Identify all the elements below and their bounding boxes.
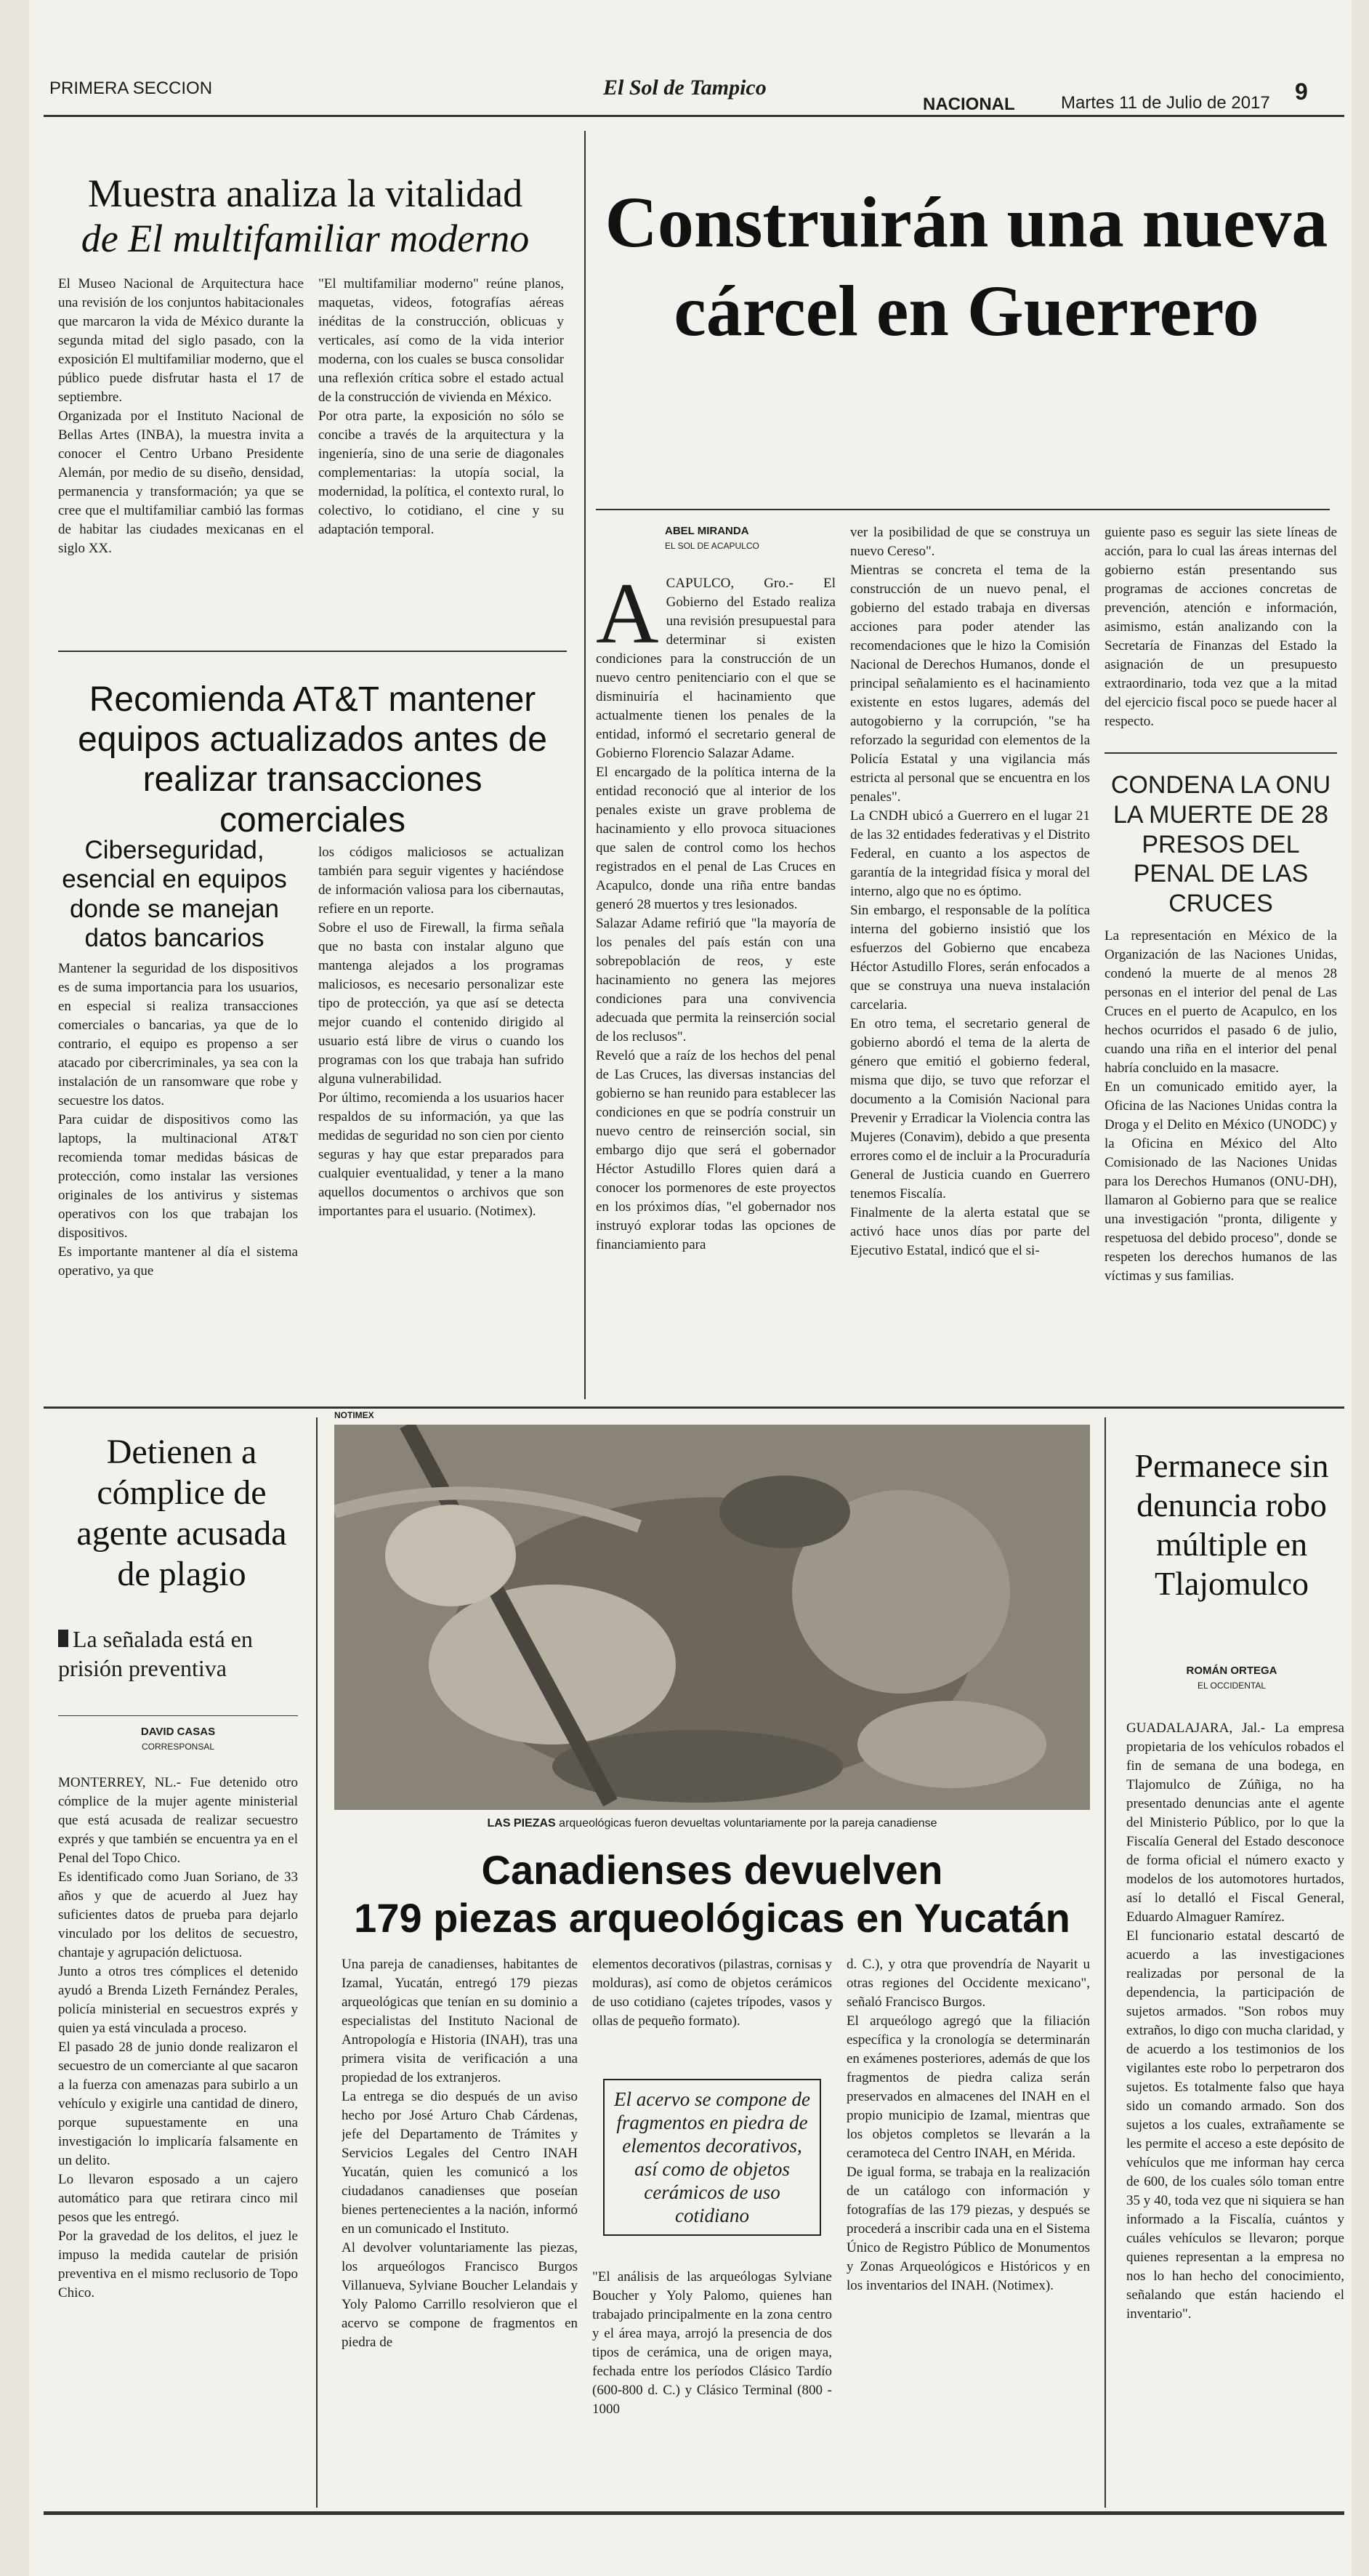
- yucatan-headline-line1: Canadienses devuelven: [481, 1847, 943, 1893]
- att-col1: [58, 959, 298, 1381]
- yucatan-col2b-text: "El análisis de las arqueólogas Sylviane Boucher y Yoly Palomo, quienes han trabajado principalmente en la zona centro y el área maya, arrojó la presencia de dos tipos de cerámica, una de origen maya, fechada entre los períodos Clásico Tardío (600-800 d. C.) y Clásico Terminal (800 - 1000: [592, 2269, 832, 2417]
- section-label: PRIMERA SECCION: [49, 79, 213, 98]
- plagio-text-body: MONTERREY, NL.- Fue detenido otro cómplice de la mujer agente ministerial que está acusada de realizar secuestro exprés y que también se encuentra ya en el Penal del Topo Chico. Es identificado como Juan Soriano, de 33 años y que de acuerdo al Juez hay suficientes datos de prueba para dejarlo vinculado por los delitos de secuestro, chantaje y agrupación delictuosa. Junto a otros tres cómplices el detenido ayudó a Brenda Lizeth Fernández Perales, policía ministerial en secuestros exprés y quien ya está vinculada a proceso. El pasado 28 de junio donde realizaron el secuestro de un comerciante al que sacaron a la fuerza con amenazas para subirlo a un vehículo y exigirle una cantidad de dinero, porque supuestamente en una investigación lo implicaría falsamente en un delito. Lo llevaron esposado a un cajero automático para que retirara cinco mil pesos que les entregó. Por la gravedad de los delitos, el juez le impuso la medida cautelar de prisión preventiva en el mismo reclusorio de Topo Chico.: [58, 1775, 298, 2301]
- yucatan-col2a: [592, 1955, 832, 2050]
- yucatan-col1: [342, 1955, 578, 2493]
- att-col2: [318, 843, 564, 1381]
- att-headline: Recomienda AT&T mantener equipos actualizados antes de realizar transacciones comerciales: [78, 680, 547, 840]
- museo-col1: [58, 275, 304, 638]
- column-rule-bottom-left: [316, 1417, 318, 2508]
- plagio-credit: CORRESPONSAL: [141, 1742, 215, 1752]
- tlajomulco-headline: Permanece sin denuncia robo múltiple en Tlajomulco: [1134, 1447, 1329, 1602]
- carcel-byline: ABEL MIRANDA: [665, 525, 749, 537]
- att-subhead: Ciberseguridad, esencial en equipos donde se manejan datos bancarios: [62, 836, 287, 952]
- carcel-col1-text: CAPULCO, Gro.- El Gobierno del Estado realiza una revisión presupuestal para determinar si existen condiciones para la construcción de un nuevo centro penitenciario con el que se disminuiría el hacinamiento que actualmente tienen los penales de la entidad, informó el secretario general de Gobierno Florencio Salazar Adame. El encargado de la política interna de la entidad reconoció que al interior de los penales existe un grave problema de hacinamiento y ello provoca situaciones que salen de control como los hechos registrados en el penal de Las Cruces en Acapulco, donde una riña entre bandas generó 28 muertos y tres lesionados. Salazar Adame refirió que "la mayoría de los penales del país están con una sobrepoblación de reos, y este hacinamiento no genera las mejores condiciones para una convivencia adecuada que permita la reinserción social de los reclusos". Reveló que a raíz de los hechos del penal de Las Cruces, las diversas instancias del gobierno se han reunido para establecer las condiciones en que se podría construir un nuevo centro de reinserción social, sin embargo dijo que será el gobernador Héctor Astudillo Flores quien dará a conocer los pormenores de este proyectos en los próximos días, "el gobernador nos instruyó explorar todas las opciones de financiamiento para: [596, 576, 836, 1252]
- column-rule-left: [584, 131, 586, 1399]
- onu-headline: CONDENA LA ONU LA MUERTE DE 28 PRESOS DEL PENAL DE LAS CRUCES: [1110, 771, 1331, 918]
- plagio-subhead-text: La señalada está en prisión preventiva: [58, 1626, 253, 1681]
- plagio-subhead-marker: [58, 1630, 68, 1647]
- photo-drawing: [334, 1425, 1090, 1810]
- footer-rule: [44, 2511, 1344, 2515]
- tlajomulco-text-body: GUADALAJARA, Jal.- La empresa propietaria de los vehículos robados el fin de semana de una bodega, en Tlajomulco de Zúñiga, no ha presentado denuncias ante el agente del Ministerio Público, por lo que la Fiscalía General del Estado desconoce de forma oficial el número exacto y modelos de los automotores hurtados, así lo detalló el Fiscal General, Eduardo Almaguer Ramírez. El funcionario estatal descartó de acuerdo a las investigaciones realizadas por personal de la dependencia, la participación de sujetos armados. "Son robos muy extraños, lo digo con mucha claridad, y de acuerdo a los testimonios de los vigilantes este robo lo perpetraron dos sujetos. Es totalmente falso que haya sido un comando armado. Son dos sujetos a los cuales, extrañamente se les permite el acceso a este depósito de vehículos que me informan hay cerca de 600, de los cuales sólo toman entre 35 y 40, toda vez que ni siquiera se han informado a la Fiscalía, cuántos y cuáles vehículos se llevaron; porque quienes representan a la empresa no nos lo han hecho del conocimiento, señalando que están haciendo el inventario".: [1126, 1720, 1344, 2322]
- yucatan-pull-quote: El acervo se compone de fragmentos en piedra de elementos decorativos, así como de objetos cerámicos de uso cotidiano: [603, 2079, 821, 2236]
- yucatan-col1-text: Una pareja de canadienses, habitantes de Izamal, Yucatán, entregó 179 piezas arqueológicas que tenían en su dominio a especialistas del Instituto Nacional de Antropología e Historia (INAH), tras una primera visita de verificación a una propiedad de los extranjeros. La entrega se dio después de un aviso hecho por José Arturo Chab Cárdenas, jefe del Departamento de Trámites y Servicios Legales del Centro INAH Yucatán, quien les comunicó a los ciudadanos canadienses que poseían bienes pertenecientes a la nación, informó en un comunicado el Instituto. Al devolver voluntariamente las piezas, los arqueólogos Francisco Burgos Villanueva, Sylviane Boucher Lelandais y Yoly Palomo Carrillo resolvieron que el acervo se compone de fragmentos en piedra de: [342, 1957, 578, 2350]
- museo-headline-line1: Muestra analiza la vitalidad: [87, 172, 523, 215]
- yucatan-photo-credit: NOTIMEX: [334, 1410, 374, 1420]
- carcel-col3: [1105, 523, 1337, 741]
- archaeological-pieces-photo: [334, 1425, 1090, 1810]
- onu-rule: [1105, 752, 1337, 754]
- yucatan-headline: [334, 1846, 1090, 1942]
- yucatan-col3-text: d. C.), y otra que provendría de Nayarit u otras regiones del Occidente mexicano", señaló Francisco Burgos. El arqueólogo agregó que la filiación específica y la cronología se determinarán en exámenes posteriores, además de que los fragmentos de piedra caliza serán preservados en almacenes del INAH en el propio municipio de Izamal, mientras que los objetos completos se llevarán a la ceramoteca del Centro INAH, en Mérida. De igual forma, se trabaja en la realización de un catálogo con información y fotografías de las 179 piezas, y después se procederá a inscribir cada una en el Sistema Único de Registro Público de Monumentos y Zonas Arqueológicos e Históricos y en los inventarios del INAH. (Notimex).: [847, 1957, 1090, 2293]
- onu-text-body: La representación en México de la Organización de las Naciones Unidas, condenó la muerte de al menos 28 personas en el interior del penal de Las Cruces en el puerto de Acapulco, en los hechos ocurridos el pasado 6 de julio, cuando una riña en el interior del penal habría concluido en la masacre. En un comunicado emitido ayer, la Oficina de las Naciones Unidas contra la Droga y el Delito en México (UNODC) y la Oficina en México del Alto Comisionado de las Naciones Unidas para los Derechos Humanos (ONU-DH), llamaron al Gobierno para que se realice una investigación "pronta, diligente y respetuosa del debido proceso", donde se respeten los derechos humanos de las víctimas y sus familias.: [1105, 928, 1337, 1284]
- caption-lead: LAS PIEZAS: [487, 1817, 556, 1830]
- carcel-col1: [596, 574, 836, 1399]
- carcel-col2: [850, 523, 1090, 1399]
- fold-rule: [44, 1406, 1344, 1409]
- carcel-col2-text: ver la posibilidad de que se construya un nuevo Cereso". Mientras se concreta el tema de la construcción de un nuevo penal, el gobierno del estado trabaja en diversas acciones para poder atender las recomendaciones que le hizo la Comisión Nacional de Derechos Humanos, donde el principal señalamiento es el hacinamiento existente en estos lugares, además del autogobierno y la corrupción, "se ha reforzado la seguridad con elementos de la Policía Estatal y una vigilancia más estricta al personal que se encuentra en los penales". La CNDH ubicó a Guerrero en el lugar 21 de las 32 entidades federativas y el Distrito Federal, en cuanto a los aspectos de garantía de la integridad física y moral del interno, algo que no es óptimo. Sin embargo, el responsable de la política interna del gobierno insistió que los esfuerzos del Gobierno que encabeza Héctor Astudillo Flores, serán enfocados a que se construya una nueva instalación carcelaria. En otro tema, el secretario general de gobierno abordó el tema de la alerta de género que emitió el gobierno federal, misma que dijo, se tuvo que reforzar el documento a la Comisión Nacional para Prevenir y Erradicar la Violencia contra las Mujeres (Conavim), debido a que presenta errores como el de incluir a la Procuraduría General de Justicia cuando en Guerrero tenemos Fiscalía. Finalmente de la alerta estatal que se activó hace unos días por parte del Ejecutivo Estatal, indicó que el si-: [850, 525, 1090, 1258]
- carcel-headline: Construirán una nueva cárcel en Guerrero: [605, 182, 1328, 351]
- museo-col1-text: El Museo Nacional de Arquitectura hace una revisión de los conjuntos habitacionales que marcaron la vida de México durante la segunda mitad del siglo pasado, con la exposición El multifamiliar moderno, que el público puede disfrutar hasta el 17 de septiembre. Organizada por el Instituto Nacional de Bellas Artes (INBA), la muestra invita a conocer el Centro Urbano Presidente Alemán, por medio de su diseño, densidad, permanencia y transformación; ya que se cree que el multifamiliar cambió las formas de habitar las ciudades mexicanas en el siglo XX.: [58, 276, 304, 556]
- plagio-rule: [58, 1715, 298, 1716]
- masthead-logo: El Sol de Tampico: [603, 76, 767, 100]
- att-col1-text: Mantener la seguridad de los dispositivos es de suma importancia para los usuarios, en especial si realiza transacciones comerciales o bancarias, ya que de lo contrario, el equipo es propenso a ser atacado por cibercriminales, ya sea con la instalación de un ransomware que robe y secuestre los datos. Para cuidar de dispositivos como las laptops, la multinacional AT&T recomienda tomar medidas básicas de protección, como instalar las versiones originales de los antivirus y sistemas operativos con los que trabajan los dispositivos. Es importante mantener al día el sistema operativo, ya que: [58, 961, 298, 1279]
- page-number: 9: [1295, 79, 1308, 105]
- carcel-dropcap: A: [596, 574, 659, 661]
- tlajomulco-byline: ROMÁN ORTEGA: [1186, 1665, 1277, 1677]
- plagio-headline: Detienen a cómplice de agente acusada de plagio: [76, 1433, 287, 1593]
- yucatan-headline-line2: 179 piezas arqueológicas en Yucatán: [354, 1895, 1070, 1941]
- tlajomulco-text: [1126, 1719, 1344, 2500]
- yucatan-col2a-text: elementos decorativos (pilastras, cornisas y molduras), así como de objetos cerámicos de uso cotidiano (cajetes trípodes, vasos y ollas de pequeño formato).: [592, 1957, 832, 2029]
- yucatan-photo-caption: [334, 1817, 1090, 1830]
- plagio-text: [58, 1774, 298, 2500]
- att-col2-text: los códigos maliciosos se actualizan también para seguir vigentes y haciéndose de información valiosa para los cibernautas, refiere en un reporte. Sobre el uso de Firewall, la firma señala que no basta con instalar alguno que mantenga alejados a los programas maliciosos, es necesario personalizar este tipo de protección, ya que así se detecta mejor cuando el contenido dirigido al usuario está libre de virus o cuando los programas con los que trabaja han sufrido alguna vulnerabilidad. Por último, recomienda a los usuarios hacer respaldos de su información, ya que las medidas de seguridad no son cien por ciento seguras y hay que estar preparados para cualquier eventualidad, y tener a la mano aquellos documentos o archivos que son importantes para el usuario. (Notimex).: [318, 845, 564, 1219]
- caption-text: arqueológicas fueron devueltas voluntariamente por la pareja canadiense: [555, 1817, 937, 1830]
- column-rule-bottom-right: [1105, 1417, 1106, 2508]
- onu-text: [1105, 927, 1337, 1399]
- plagio-byline: DAVID CASAS: [140, 1726, 216, 1738]
- yucatan-col3: [847, 1955, 1090, 2493]
- tlajomulco-credit: EL OCCIDENTAL: [1197, 1681, 1267, 1691]
- museo-headline: [58, 171, 552, 261]
- museo-col2-text: "El multifamiliar moderno" reúne planos, maquetas, videos, fotografías aéreas inéditas de la construcción, oblicuas y verticales, así como de la vida interior moderna, con los cuales se busca consolidar una reflexión crítica sobre el estado actual de la construcción de vivienda en México. Por otra parte, la exposición no sólo se concibe a través de la arquitectura y la ingeniería, sino de una serie de diagonales complementarias: la utopía social, la modernidad, la política, el contexto rural, lo colectivo, lo cotidiano, el cine y su adaptación temporal.: [318, 276, 564, 537]
- category-label: NACIONAL: [923, 94, 1015, 114]
- plagio-subhead: [58, 1625, 305, 1683]
- museo-headline-line2: de El multifamiliar moderno: [81, 217, 530, 261]
- newspaper-page: [29, 0, 1352, 2576]
- carcel-rule: [596, 509, 1330, 510]
- header-rule: [44, 115, 1344, 117]
- museo-rule: [58, 651, 567, 652]
- museo-col2: [318, 275, 564, 638]
- yucatan-col2b: [592, 2268, 832, 2493]
- carcel-credit: EL SOL DE ACAPULCO: [665, 541, 759, 551]
- date-label: Martes 11 de Julio de 2017: [1061, 93, 1270, 113]
- carcel-col3-text: guiente paso es seguir las siete líneas de acción, para lo cual las áreas internas del gobierno están presentando sus programas de acciones concretas de prevención, atención e información, asimismo, están analizando con la Secretaría de Finanzas del Estado la asignación de un presupuesto extraordinario, toda vez que a la mitad del ejercicio fiscal poco se puede hacer al respecto.: [1105, 525, 1337, 729]
